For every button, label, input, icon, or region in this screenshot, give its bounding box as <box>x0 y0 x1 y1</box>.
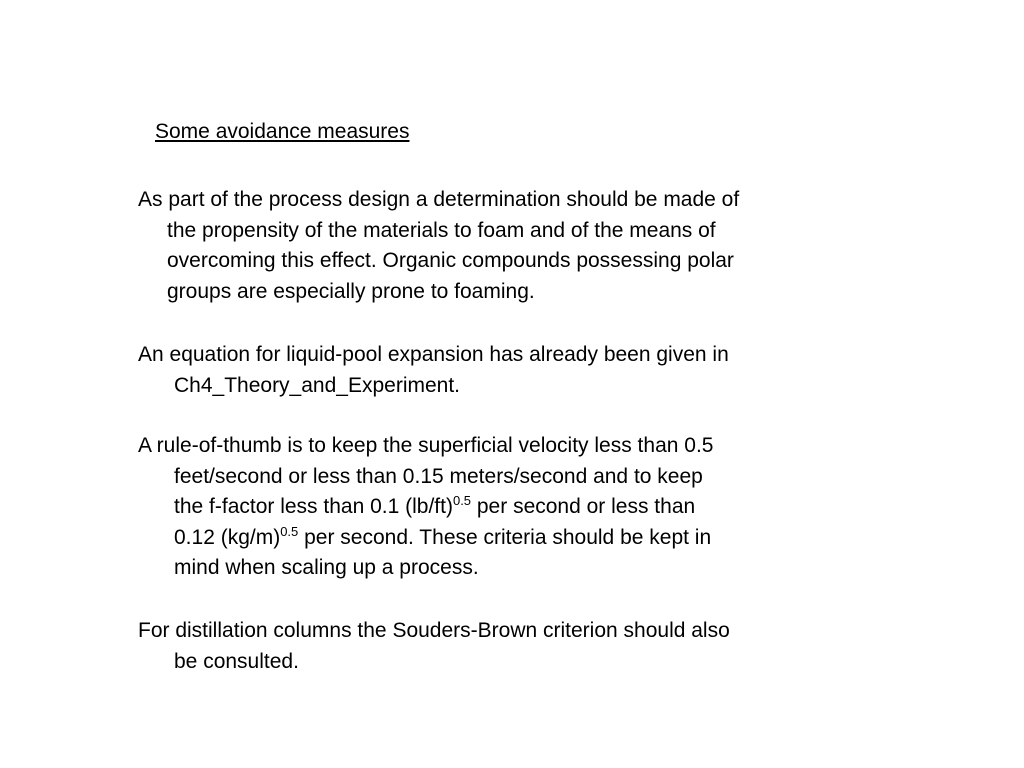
text-fragment: per second or less than <box>471 495 696 518</box>
text-line <box>138 492 898 523</box>
text-fragment: 0.12 (kg/m) <box>174 525 281 549</box>
text-line: For distillation columns the Souders-Brown criterion should also <box>138 619 730 642</box>
text-line: overcoming this effect. Organic compounds possessing polar <box>167 249 734 272</box>
text-line <box>138 523 898 554</box>
text-fragment: per second. These criteria should be kept in <box>298 525 712 549</box>
text-line: As part of the process design a determination should be made of <box>138 188 740 211</box>
text-line: Ch4_Theory_and_Experiment. <box>174 373 461 397</box>
text-line: An equation for liquid-pool expansion has already been given in <box>138 343 729 366</box>
text-line: A rule-of-thumb is to keep the superficial velocity less than 0.5 <box>138 434 714 457</box>
text-line: the propensity of the materials to foam and of the means of <box>167 218 716 242</box>
text-fragment: the f-factor less than 0.1 (lb/ft) <box>174 495 453 518</box>
text-line: be consulted. <box>174 649 299 673</box>
paragraph-rule-of-thumb <box>138 431 898 584</box>
slide-heading: Some avoidance measures <box>155 120 410 143</box>
text-line: groups are especially prone to foaming. <box>167 279 535 303</box>
paragraph-souders-brown <box>138 616 898 677</box>
paragraph-foam-determination <box>138 185 898 307</box>
text-line: mind when scaling up a process. <box>174 556 479 579</box>
exponent: 0.5 <box>280 523 299 539</box>
paragraph-liquid-pool-equation <box>138 340 898 401</box>
text-line: feet/second or less than 0.15 meters/second and to keep <box>174 464 703 488</box>
exponent: 0.5 <box>452 493 472 508</box>
